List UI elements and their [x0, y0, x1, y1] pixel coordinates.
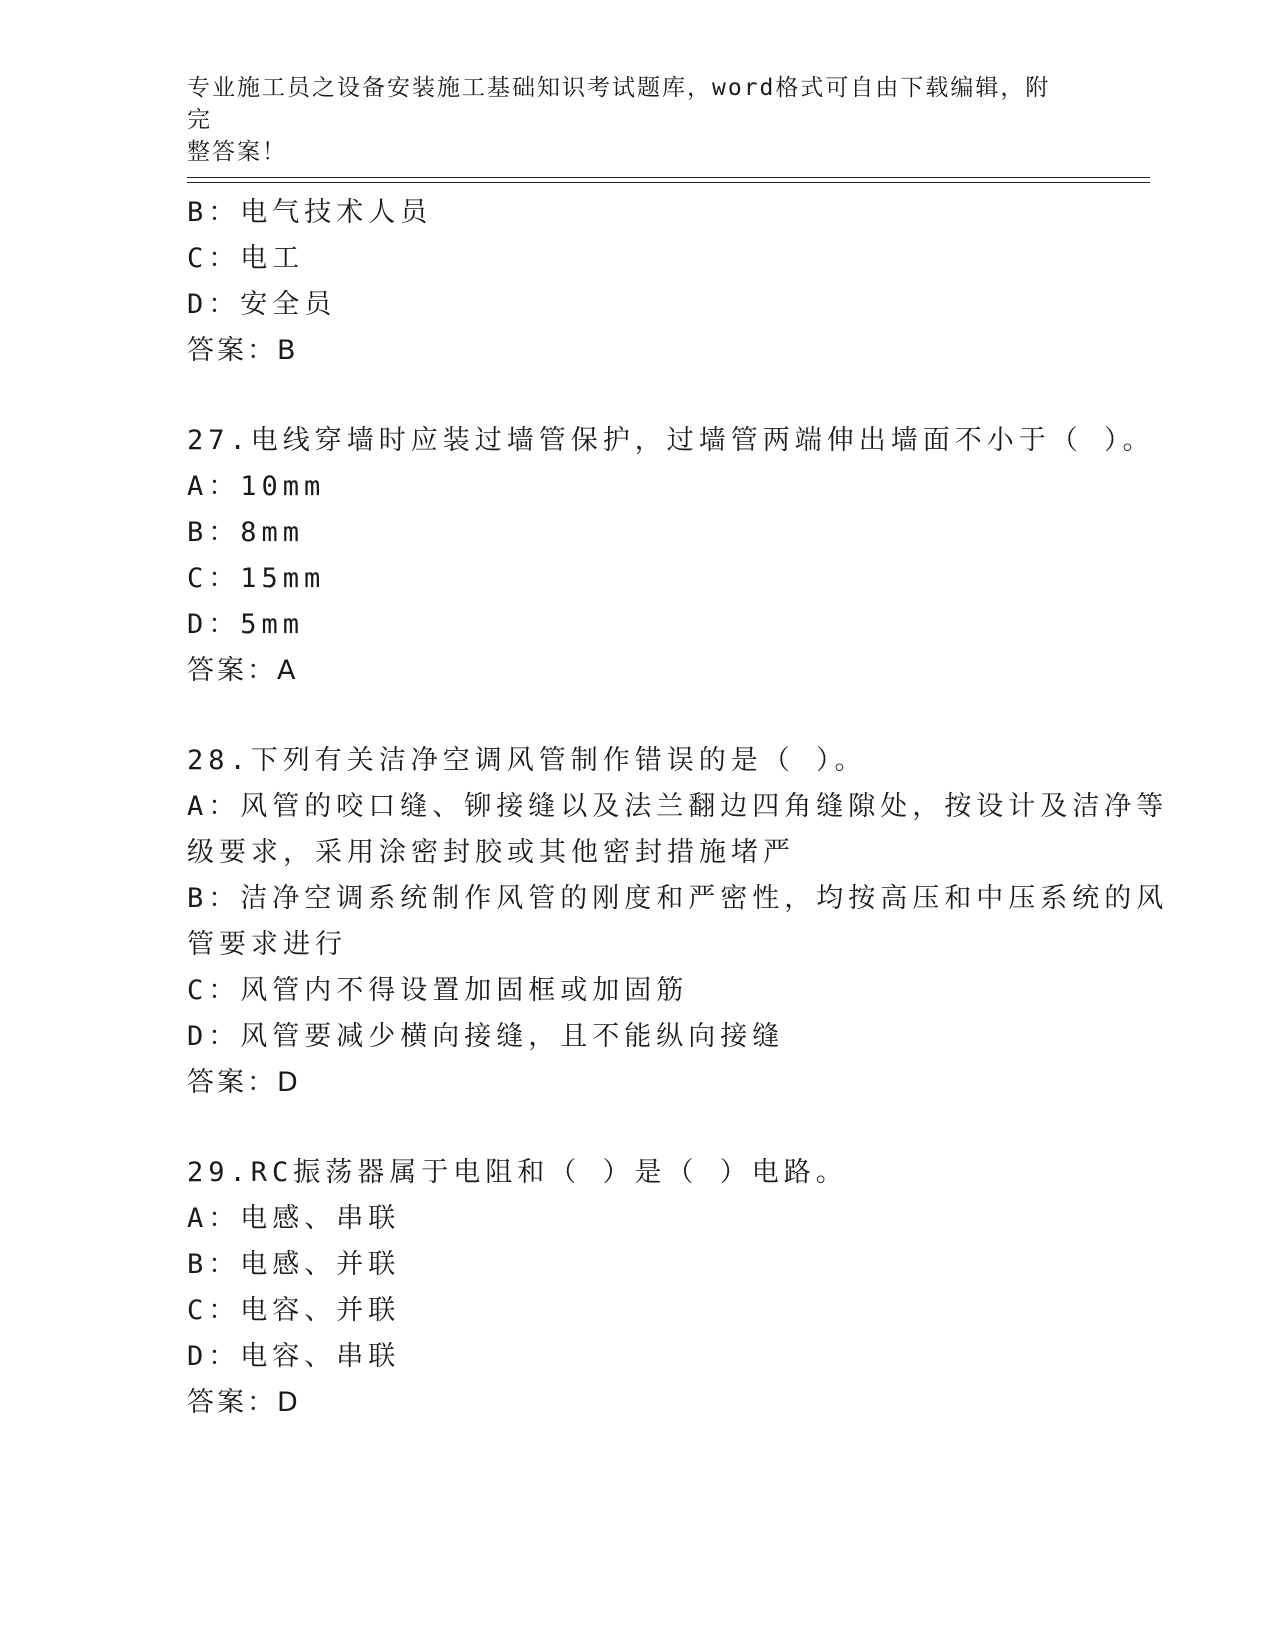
option-a: A：电感、串联 — [187, 1203, 401, 1234]
document-header — [187, 72, 1067, 168]
question-text: 28.下列有关洁净空调风管制作错误的是（ ）。 — [187, 745, 867, 776]
header-line-2: 整答案！ — [187, 139, 287, 165]
option-b: B：8mm — [187, 517, 305, 548]
option-c: C：15mm — [187, 563, 326, 594]
option-a-line-2: 级要求，采用涂密封胶或其他密封措施堵严 — [187, 837, 795, 868]
answer: 答案：B — [187, 335, 299, 366]
option-d: D：电容、串联 — [187, 1341, 401, 1372]
option-b: B：电气技术人员 — [187, 197, 433, 228]
header-divider-top — [187, 177, 1150, 178]
option-a-line-1: A：风管的咬口缝、铆接缝以及法兰翻边四角缝隙处，按设计及洁净等 — [187, 791, 1169, 822]
spacer — [187, 694, 1087, 738]
answer: 答案：D — [187, 1067, 301, 1098]
question-28 — [187, 738, 1169, 1106]
option-d: D：安全员 — [187, 289, 337, 320]
option-c: C：电工 — [187, 243, 305, 274]
question-text: 29.RC振荡器属于电阻和（ ）是（ ）电路。 — [187, 1157, 848, 1188]
question-text: 27.电线穿墙时应装过墙管保护，过墙管两端伸出墙面不小于（ ）。 — [187, 425, 1155, 456]
option-d: D：5mm — [187, 609, 305, 640]
option-b-line-1: B：洁净空调系统制作风管的刚度和严密性，均按高压和中压系统的风 — [187, 883, 1169, 914]
option-b-line-2: 管要求进行 — [187, 929, 347, 960]
question-27 — [187, 418, 1155, 694]
option-b: B：电感、并联 — [187, 1249, 401, 1280]
option-d: D：风管要减少横向接缝，且不能纵向接缝 — [187, 1021, 785, 1052]
answer: 答案：D — [187, 1387, 301, 1418]
answer: 答案：A — [187, 655, 299, 686]
option-c: C：风管内不得设置加固框或加固筋 — [187, 975, 689, 1006]
header-divider-bottom — [187, 182, 1150, 183]
header-line-1: 专业施工员之设备安装施工基础知识考试题库，word格式可自由下载编辑，附完 — [187, 75, 1051, 133]
spacer — [187, 374, 1087, 418]
question-26-tail — [187, 190, 1087, 374]
spacer — [187, 1106, 1087, 1150]
question-29 — [187, 1150, 1087, 1426]
option-c: C：电容、并联 — [187, 1295, 401, 1326]
option-a: A：10mm — [187, 471, 326, 502]
question-list — [187, 190, 1169, 1426]
